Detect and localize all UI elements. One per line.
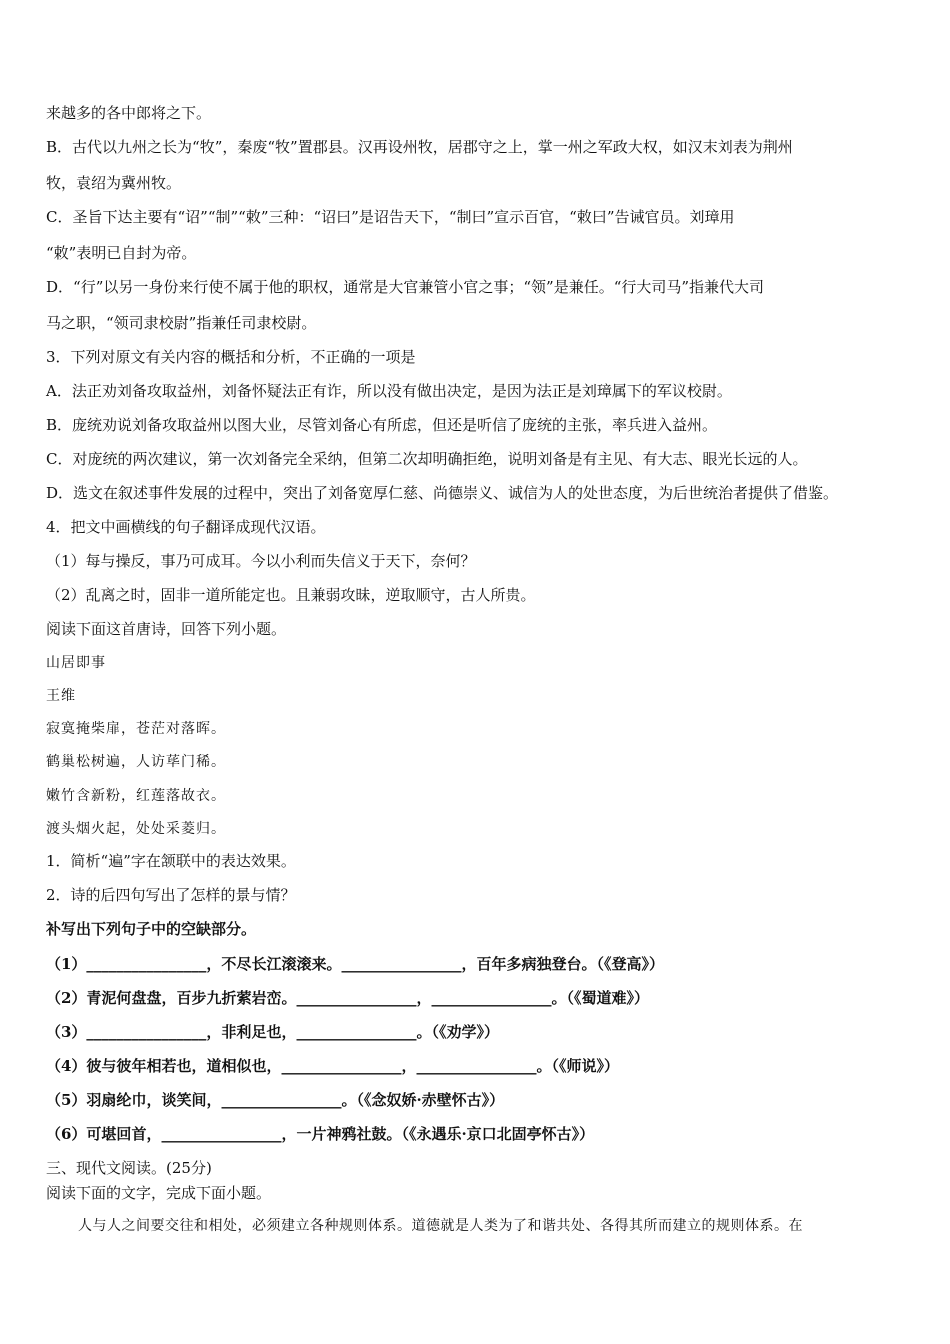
question-3-option-c: C．对庞统的两次建议，第一次刘备完全采纳，但第二次却明确拒绝，说明刘备是有主见、有大志、眼光长远的人。 [46,450,808,468]
text-line: 来越多的各中郎将之下。 [46,104,212,122]
fill-in-item-5: （5）羽扇纶巾，谈笑间，________________。（《念奴娇·赤壁怀古》） [46,1091,505,1109]
option-b-line: B．古代以九州之长为“牧”，秦废“牧”置郡县。汉再设州牧，居郡守之上，掌一州之军政大权，如汉末刘表为荆州 [46,138,793,156]
poem-line: 寂寞掩柴扉，苍茫对落晖。 [46,721,226,737]
passage-paragraph: 人与人之间要交往和相处，必须建立各种规则体系。道德就是人类为了和谐共处、各得其所而建立的规则体系。在 [78,1218,803,1234]
question-3-option-d: D．选文在叙述事件发展的过程中，突出了刘备宽厚仁慈、尚德崇义、诚信为人的处世态度，为后世统治者提供了借鉴。 [46,484,839,502]
fill-in-item-1: （1）________________，不尽长江滚滚来。________________，百年多病独登台。（《登高》） [46,955,664,973]
poem-question-2: 2．诗的后四句写出了怎样的景与情？ [46,886,296,904]
question-3-option-b: B．庞统劝说刘备攻取益州以图大业，尽管刘备心有所虑，但还是听信了庞统的主张，率兵进入益州。 [46,416,718,434]
poem-title: 山居即事 [46,655,106,671]
fill-in-item-4: （4）彼与彼年相若也，道相似也，________________，________________。（《师说》） [46,1057,619,1075]
option-d-line: D．“行”以另一身份来行使不属于他的职权，通常是大官兼管小官之事；“领”是兼任。“行大司马”指兼代大司 [46,278,765,296]
question-4: 4．把文中画横线的句子翻译成现代汉语。 [46,518,326,536]
reading-instruction: 阅读下面的文字，完成下面小题。 [46,1184,272,1202]
section-heading: 三、现代文阅读。(25分) [46,1159,212,1177]
poem-question-1: 1．简析“遍”字在颔联中的表达效果。 [46,852,296,870]
question-3: 3．下列对原文有关内容的概括和分析，不正确的一项是 [46,348,416,366]
option-c-line: C．圣旨下达主要有“诏”“制”“敕”三种：“诏曰”是诏告天下，“制曰”宣示百官，“敕曰”告诫官员。刘璋用 [46,208,735,226]
text-line: 马之职，“领司隶校尉”指兼任司隶校尉。 [46,314,317,332]
poem-instruction: 阅读下面这首唐诗，回答下列小题。 [46,620,287,638]
fill-in-heading: 补写出下列句子中的空缺部分。 [46,920,257,938]
poem-line: 渡头烟火起，处处采菱归。 [46,821,226,837]
fill-in-item-3: （3）________________，非利足也，________________。（《劝学》） [46,1023,499,1041]
poem-line: 嫩竹含新粉，红莲落故衣。 [46,788,226,804]
fill-in-item-6: （6）可堪回首，________________，一片神鸦社鼓。（《永遇乐·京口北固亭怀古》） [46,1125,595,1143]
fill-in-item-2: （2）青泥何盘盘，百步九折萦岩峦。________________，________________。（《蜀道难》） [46,989,649,1007]
text-line: “敕”表明已自封为帝。 [46,244,197,262]
poem-author: 王维 [46,688,76,704]
question-4-item-2: （2）乱离之时，固非一道所能定也。且兼弱攻昧，逆取顺守，古人所贵。 [46,586,536,604]
text-line: 牧，袁绍为冀州牧。 [46,174,182,192]
question-3-option-a: A．法正劝刘备攻取益州，刘备怀疑法正有诈，所以没有做出决定，是因为法正是刘璋属下的军议校尉。 [46,382,732,400]
poem-line: 鹤巢松树遍，人访荜门稀。 [46,754,226,770]
question-4-item-1: （1）每与操反，事乃可成耳。今以小利而失信义于天下，奈何？ [46,552,476,570]
